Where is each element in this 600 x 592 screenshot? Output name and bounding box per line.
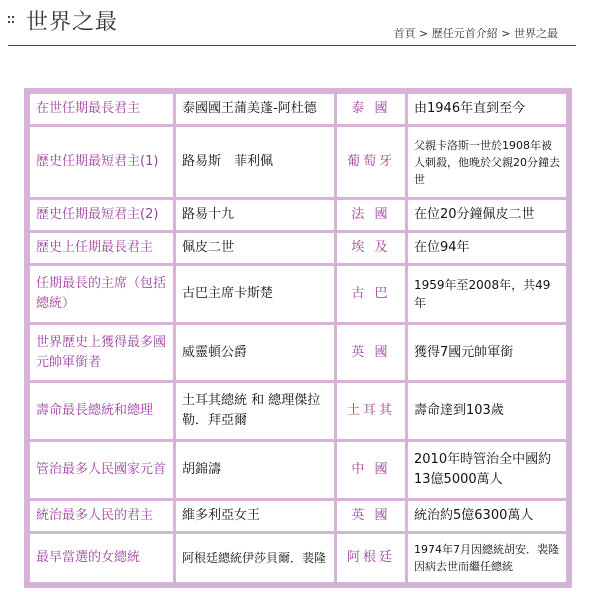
country-cell: 泰 國 [337, 94, 405, 124]
category-cell: 歷史任期最短君主(1) [30, 127, 173, 196]
name-cell: 胡錦濤 [176, 442, 334, 498]
table-row [30, 266, 566, 322]
breadcrumb-section-link[interactable]: 歷任元首介紹 [431, 27, 498, 40]
country-cell: 英 國 [337, 325, 405, 381]
country-cell: 古 巴 [337, 266, 405, 322]
header-divider [8, 45, 576, 46]
breadcrumb-separator: > [415, 27, 432, 40]
name-cell: 路易十九 [176, 200, 334, 230]
country-cell: 阿根廷 [337, 534, 405, 582]
table-row [30, 233, 566, 263]
name-cell: 威靈頓公爵 [176, 325, 334, 381]
country-cell: 土耳其 [337, 383, 405, 439]
note-cell: 獲得7國元帥軍銜 [408, 325, 566, 381]
name-cell: 路易斯 菲利佩 [176, 127, 334, 196]
category-cell: 任期最長的主席（包括總統） [30, 266, 173, 322]
note-cell: 在位94年 [408, 233, 566, 263]
table-row [30, 383, 566, 439]
country-cell: 中 國 [337, 442, 405, 498]
breadcrumb [394, 25, 558, 41]
table-row [30, 200, 566, 230]
name-cell: 阿根廷總統伊莎貝爾．裴隆 [176, 534, 334, 582]
name-cell: 維多利亞女王 [176, 501, 334, 531]
table-row [30, 94, 566, 124]
category-cell: 世界歷史上獲得最多國元帥軍銜者 [30, 325, 173, 381]
page-header [0, 0, 600, 48]
category-cell: 歷史任期最短君主(2) [30, 200, 173, 230]
category-cell: 管治最多人民國家元首 [30, 442, 173, 498]
note-cell: 父親卡洛斯一世於1908年被人刺殺，他晚於父親20分鐘去世 [408, 127, 566, 196]
bullet-dots-icon [8, 14, 18, 26]
note-cell: 2010年時管治全中國約13億5000萬人 [408, 442, 566, 498]
table-row [30, 325, 566, 381]
note-cell: 壽命達到103歲 [408, 383, 566, 439]
category-cell: 壽命最長總統和總理 [30, 383, 173, 439]
country-cell: 英 國 [337, 501, 405, 531]
name-cell: 土耳其總統 和 總理傑拉勒．拜亞爾 [176, 383, 334, 439]
table-row [30, 442, 566, 498]
country-cell: 埃 及 [337, 233, 405, 263]
note-cell: 統治約5億6300萬人 [408, 501, 566, 531]
category-cell: 在世任期最長君主 [30, 94, 173, 124]
note-cell: 1974年7月因總統胡安．裴隆因病去世而繼任總統 [408, 534, 566, 582]
note-cell: 由1946年直到至今 [408, 94, 566, 124]
name-cell: 泰國國王蒲美蓬-阿杜德 [176, 94, 334, 124]
note-cell: 1959年至2008年，共49年 [408, 266, 566, 322]
table-row [30, 127, 566, 196]
breadcrumb-separator: > [497, 27, 514, 40]
category-cell: 統治最多人民的君主 [30, 501, 173, 531]
name-cell: 古巴主席卡斯楚 [176, 266, 334, 322]
page-title: 世界之最 [26, 10, 119, 35]
breadcrumb-home-link[interactable]: 首頁 [393, 27, 416, 40]
name-cell: 佩皮二世 [176, 233, 334, 263]
table-row [30, 534, 566, 582]
breadcrumb-current: 世界之最 [514, 27, 558, 40]
records-table-frame [24, 88, 572, 588]
note-cell: 在位20分鐘佩皮二世 [408, 200, 566, 230]
table-row [30, 501, 566, 531]
country-cell: 葡萄牙 [337, 127, 405, 196]
category-cell: 最早當選的女總統 [30, 534, 173, 582]
world-records-table [27, 91, 569, 585]
category-cell: 歷史上任期最長君主 [30, 233, 173, 263]
country-cell: 法 國 [337, 200, 405, 230]
